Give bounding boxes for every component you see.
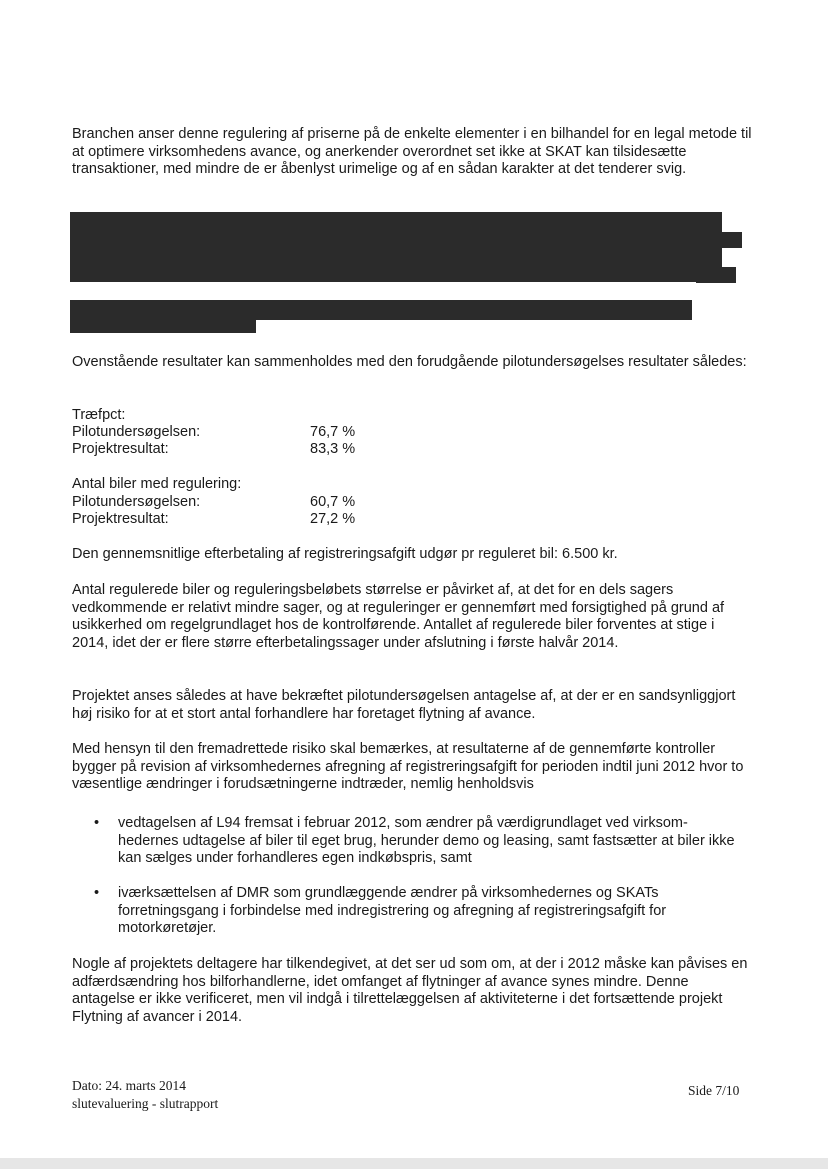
paragraph-count: Antal regulerede biler og reguleringsbeløbets størrelse er påvirket af, at det for en dels sagers vedkommende er relativt mindre sager, og at reguleringer er gennemført med forsigtighed på grund af usikkerhed om regelgrundlaget hos de kontrolførende. Antallet af regulerede biler forventes at stige i 2014, idet der er flere større efterbetalingssager under afslutning i første halvår 2014. — [72, 582, 725, 651]
paragraph-average: Den gennemsnitlige efterbetaling af registreringsafgift udgør pr reguleret bil: 6.500 kr. — [72, 546, 618, 562]
cars-project-value: 27,2 % — [310, 511, 356, 527]
bullet-item-1: vedtagelsen af L94 fremsat i februar 2012, som ændrer på værdigrundlaget ved virksom-hedernes udtagelse af biler til eget brug, herunder demo og leasing, samt fastsætter at biler ikke kan sælges under forhandleres egen indkøbspris, samt — [118, 815, 735, 866]
cars-pilot-value: 60,7 % — [310, 494, 356, 510]
cars-pilot-label: Pilotundersøgelsen: — [72, 494, 201, 510]
footer-date: Dato: 24. marts 2014 — [72, 1078, 186, 1093]
cars-pilot-row — [72, 494, 356, 512]
hit-rate-pilot-label: Pilotundersøgelsen: — [72, 424, 201, 440]
footer-page-number: Side 7/10 — [688, 1083, 740, 1098]
bullet-marker-2: • — [94, 885, 100, 901]
paragraph-confirmed: Projektet anses således at have bekræftet pilotundersøgelsen antagelse af, at der er en sandsynliggjort høj risiko for at et stort antal forhandlere har foretaget flytning af avance. — [72, 688, 736, 722]
cars-heading: Antal biler med regulering: — [72, 476, 242, 492]
hit-rate-pilot-row — [72, 424, 356, 442]
bullet-item-2: iværksættelsen af DMR som grundlæggende ændrer på virksomhedernes og SKATs forretningsgang i forbindelse med indregistrering og afregning af registreringsafgift for motorkøretøjer. — [118, 885, 667, 936]
scan-edge — [0, 1158, 828, 1169]
hit-rate-project-value: 83,3 % — [310, 441, 356, 457]
hit-rate-pilot-value: 76,7 % — [310, 424, 356, 440]
hit-rate-project-label: Projektresultat: — [72, 441, 169, 457]
paragraph-compare: Ovenstående resultater kan sammenholdes med den forudgående pilotundersøgelses resultater således: — [72, 354, 747, 370]
cars-project-row — [72, 511, 356, 529]
footer-document-name: slutevaluering - slutrapport — [72, 1096, 219, 1111]
cars-project-label: Projektresultat: — [72, 511, 169, 527]
paragraph-intro: Branchen anser denne regulering af priserne på de enkelte elementer i en bilhandel for en legal metode til at optimere virksomhedens avance, og anerkender overordnet set ikke at SKAT kan tilsidesætte transaktioner, med mindre de er åbenlyst urimelige og af en sådan karakter at det tenderer svig. — [72, 126, 752, 177]
hit-rate-project-row — [72, 441, 356, 459]
paragraph-closing: Nogle af projektets deltagere har tilkendegivet, at det ser ud som om, at der i 2012 måske kan påvises en adfærdsændring hos bilforhandlerne, idet omfanget af flytninger af avance synes mindre. Denne antagelse er ikke verificeret, men vil indgå i tilrettelæggelsen af aktiviteterne i det fortsættende projekt Flytning af avancer i 2014. — [72, 956, 748, 1025]
paragraph-risk: Med hensyn til den fremadrettede risiko skal bemærkes, at resultaterne af de gennemførte kontroller bygger på revision af virksomhedernes afregning af registreringsafgift for perioden indtil juni 2012 hvor to væsentlige ændringer i forudsætningerne indtræder, nemlig henholdsvis — [72, 741, 744, 792]
hit-rate-heading: Træfpct: — [72, 407, 126, 423]
bullet-marker-1: • — [94, 815, 100, 831]
